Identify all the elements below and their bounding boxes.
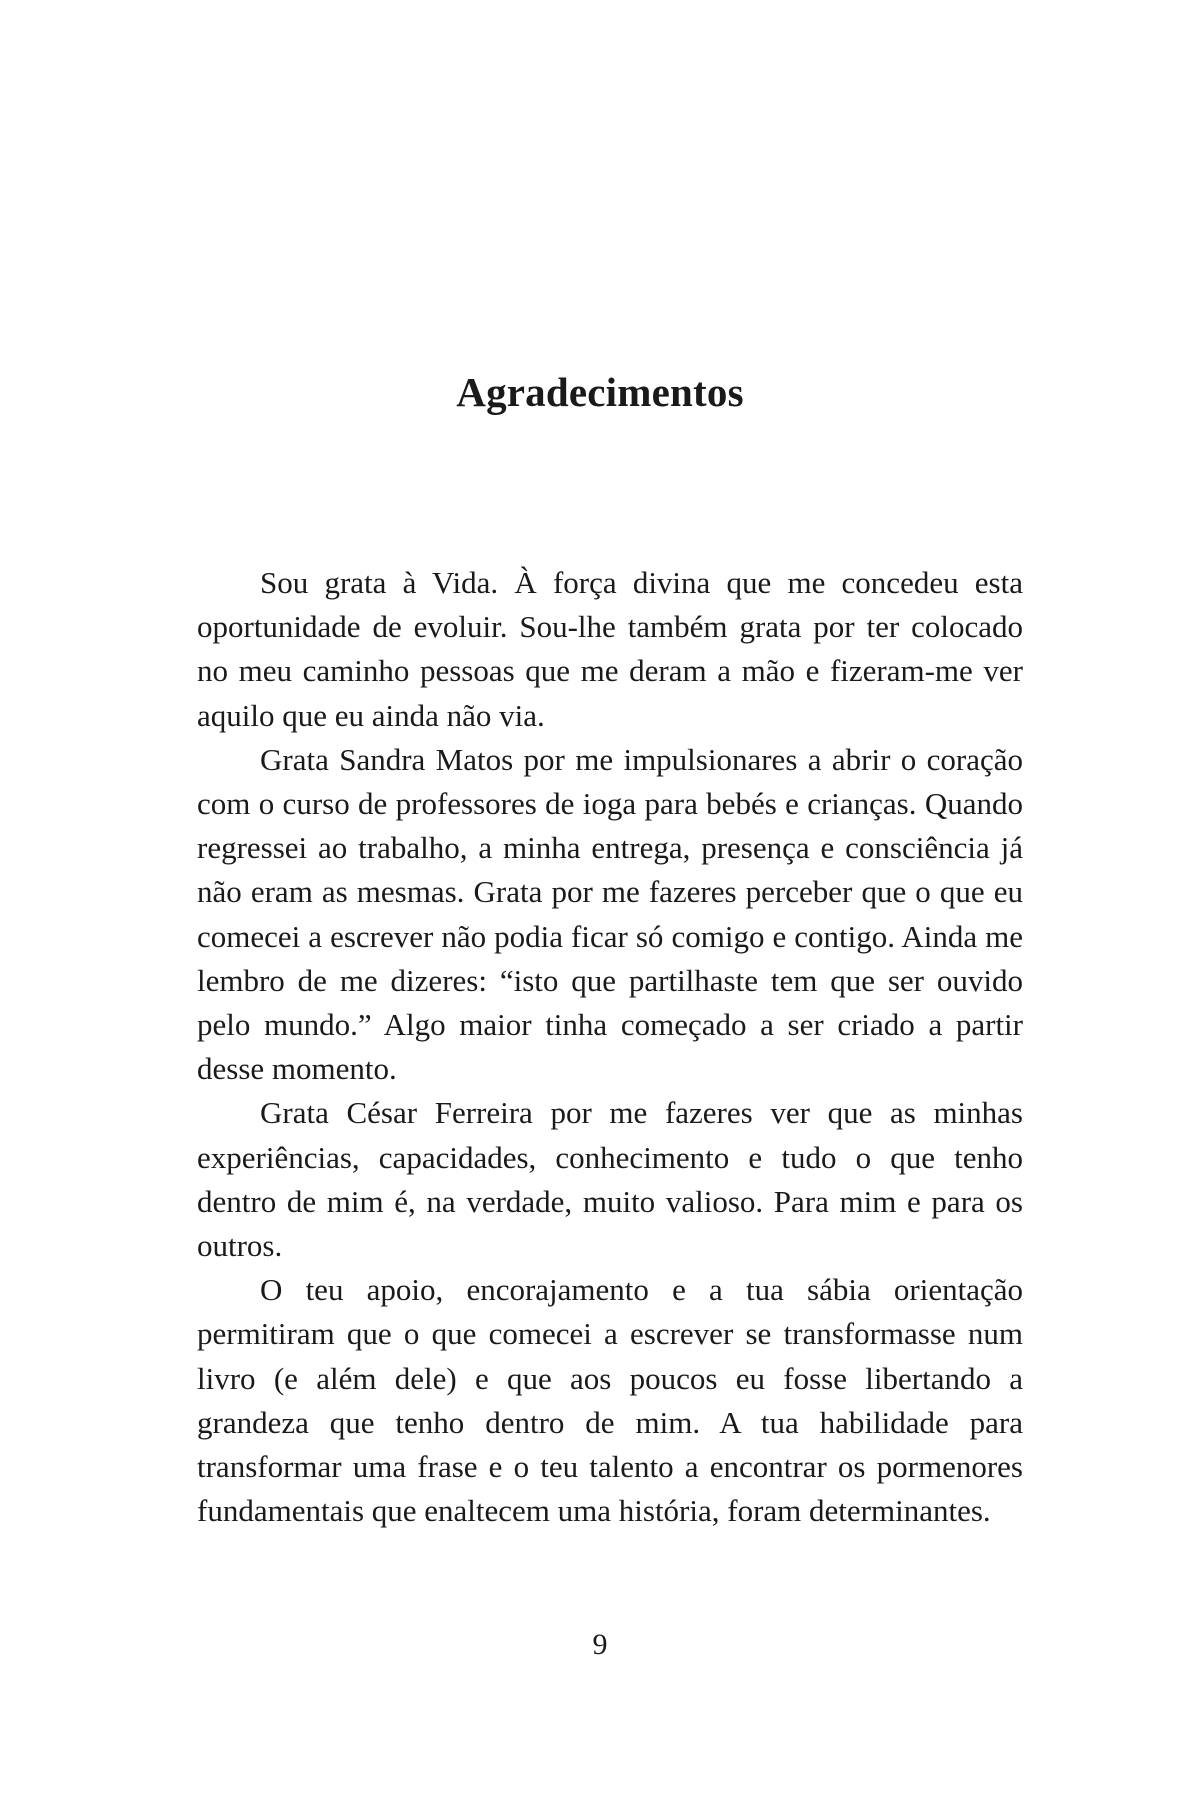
paragraph-1: Sou grata à Vida. À força divina que me concedeu esta oportunidade de evoluir. Sou-lhe também grata por ter colocado no meu caminho pessoas que me deram a mão e fizeram-me ver aquilo que eu ainda não via. (197, 565, 1023, 733)
chapter-title: Agradecimentos (456, 369, 744, 415)
paragraph-4: O teu apoio, encorajamento e a tua sábia orientação permitiram que o que comecei a escrever se transformasse num livro (e além dele) e que aos poucos eu fosse libertando a grandeza que tenho dentro de mim. A tua habilidade para transformar uma frase e o teu talento a encontrar os pormenores fundamentais que enaltecem uma história, foram determinantes. (197, 1272, 1023, 1529)
paragraph-2: Grata Sandra Matos por me impulsionares a abrir o coração com o curso de professores de ioga para bebés e crianças. Quando regressei ao trabalho, a minha entrega, presença e consciência já não eram as mesmas. Grata por me fazeres perceber que o que eu comecei a escrever não podia ficar só comigo e contigo. Ainda me lembro de me dizeres: “isto que partilhaste tem que ser ouvido pelo mundo.” Algo maior tinha começado a ser criado a partir desse momento. (197, 741, 1023, 1087)
page-number: 9 (592, 1628, 608, 1661)
paragraph-3: Grata César Ferreira por me fazeres ver que as minhas experiências, capacidades, conhecimento e tudo o que tenho dentro de mim é, na verdade, muito valioso. Para mim e para os outros. (197, 1095, 1023, 1264)
body-text (197, 561, 1023, 1533)
